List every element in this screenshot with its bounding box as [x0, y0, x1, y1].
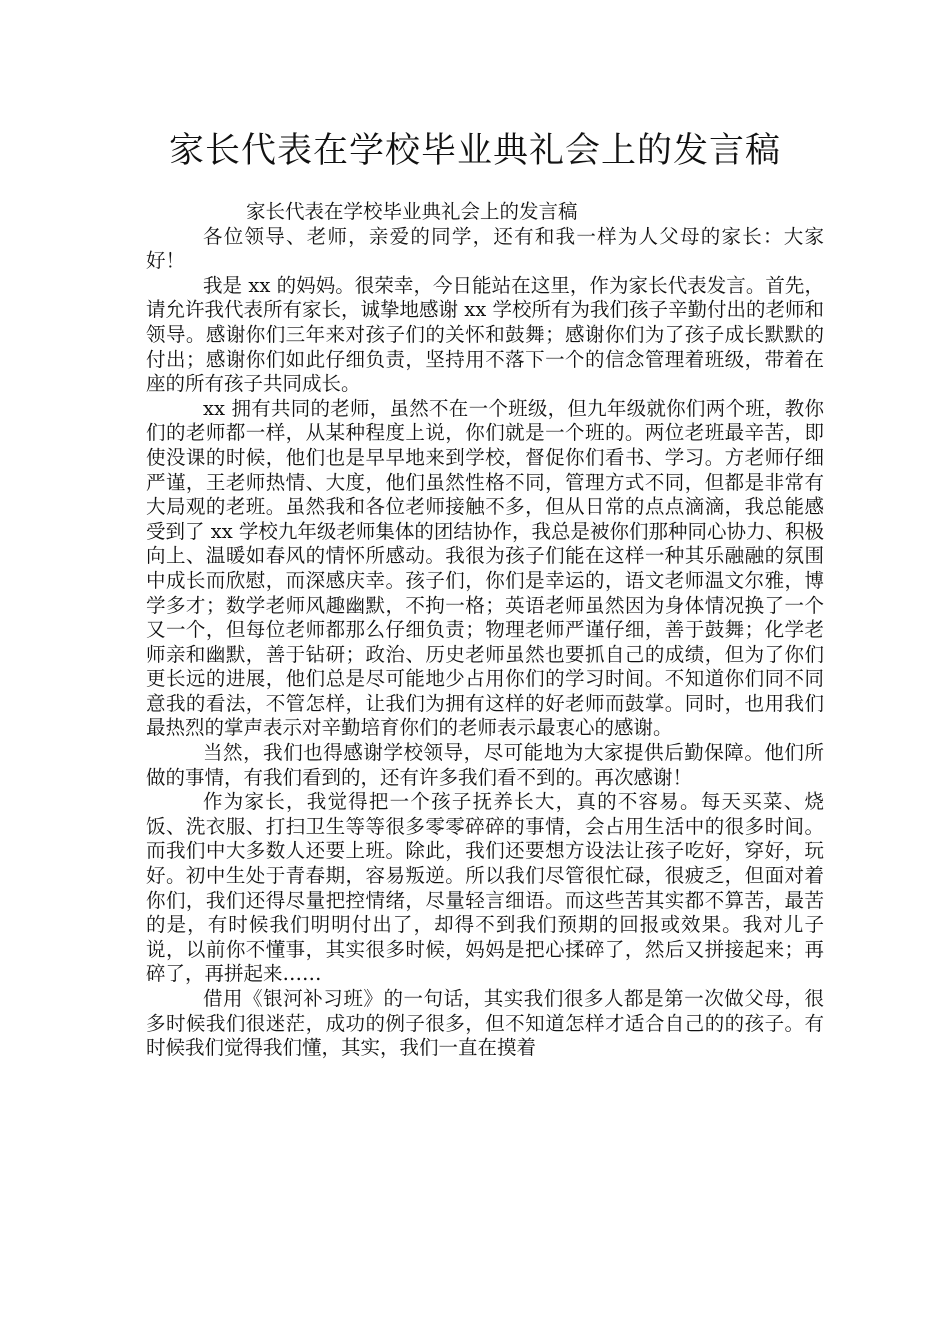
paragraph-quote: 借用《银河补习班》的一句话，其实我们很多人都是第一次做父母，很多时候我们很迷茫，成功的例子很多，但不知道怎样才适合自己的的孩子。有时候我们觉得我们懂，其实，我们一直在摸着: [146, 987, 824, 1060]
paragraph-greeting: 各位领导、老师，亲爱的同学，还有和我一样为人父母的家长：大家好！: [146, 224, 824, 273]
document-body: [146, 200, 824, 1061]
paragraph-school-leaders: 当然，我们也得感谢学校领导，尽可能地为大家提供后勤保障。他们所做的事情，有我们看到的，还有许多我们看不到的。再次感谢！: [146, 741, 824, 789]
paragraph-parenting: 作为家长，我觉得把一个孩子抚养长大，真的不容易。每天买菜、烧饭、洗衣服、打扫卫生等等很多零零碎碎的事情，会占用生活中的很多时间。而我们中大多数人还要上班。除此，我们还要想方设法让孩子吃好，穿好，玩好。初中生处于青春期，容易叛逆。所以我们尽管很忙碌，很疲乏，但面对着你们，我们还得尽量把控情绪，尽量轻言细语。而这些苦其实都不算苦，最苦的是，有时候我们明明付出了，却得不到我们预期的回报或效果。我对儿子说，以前你不懂事，其实很多时候，妈妈是把心揉碎了，然后又拼接起来；再碎了，再拼起来……: [146, 790, 824, 986]
document-subtitle: 家长代表在学校毕业典礼会上的发言稿: [246, 200, 578, 223]
paragraph-teachers: xx 拥有共同的老师，虽然不在一个班级，但九年级就你们两个班，教你们的老师都一样，从某种程度上说，你们就是一个班的。两位老班最辛苦，即使没课的时候，他们也是早早地来到学校，督促你们看书、学习。方老师仔细严谨，王老师热情、大度，他们虽然性格不同，管理方式不同，但都是非常有大局观的老班。虽然我和各位老师接触不多，但从日常的点点滴滴，我总能感受到了 xx 学校九年级老师集体的团结协作，我总是被你们那种同心协力、积极向上、温暖如春风的情怀所感动。我很为孩子们能在这样一种其乐融融的氛围中成长而欣慰，而深感庆幸。孩子们，你们是幸运的，语文老师温文尔雅，博学多才；数学老师风趣幽默，不拘一格；英语老师虽然因为身体情况换了一个又一个，但每位老师都那么仔细负责；物理老师严谨仔细，善于鼓舞；化学老师亲和幽默，善于钻研；政治、历史老师虽然也要抓自己的成绩，但为了你们更长远的进展，他们总是尽可能地少占用你们的学习时间。不知道你们同不同意我的看法，不管怎样，让我们为拥有这样的好老师而鼓掌。同时，也用我们最热烈的掌声表示对辛勤培育你们的老师表示最衷心的感谢。: [146, 396, 824, 740]
document-title: 家长代表在学校毕业典礼会上的发言稿: [168, 131, 781, 171]
paragraph-introduction: 我是 xx 的妈妈。很荣幸，今日能站在这里，作为家长代表发言。首先，请允许我代表所有家长，诚挚地感谢 xx 学校所有为我们孩子辛勤付出的老师和领导。感谢你们三年来对孩子们的关怀和鼓舞；感谢你们为了孩子成长默默的付出；感谢你们如此仔细负责，坚持用不落下一个的信念管理着班级，带着在座的所有孩子共同成长。: [146, 273, 824, 396]
